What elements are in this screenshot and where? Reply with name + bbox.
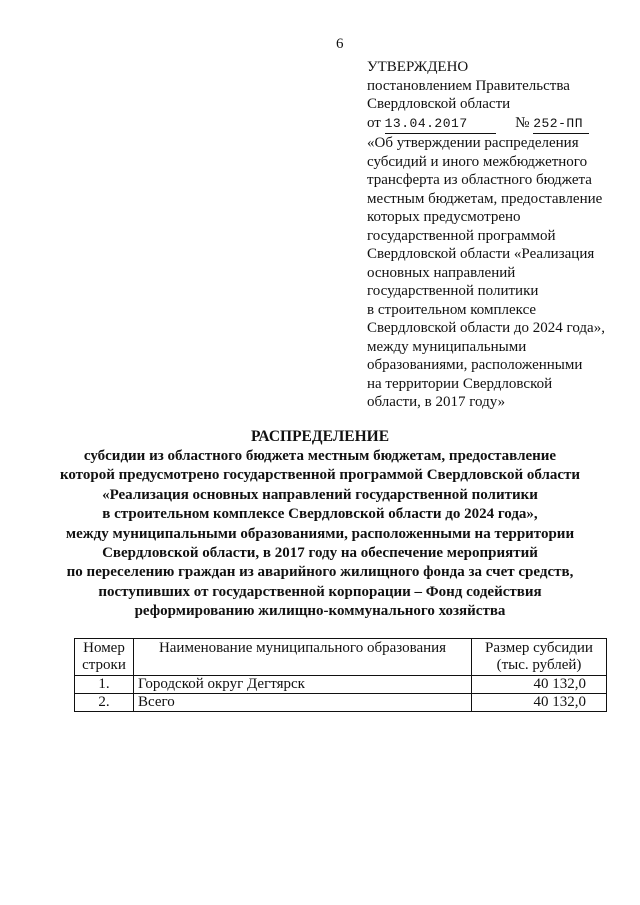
row-amount: 40 132,0 <box>472 694 607 712</box>
approval-body-line: которых предусмотрено <box>367 209 521 225</box>
approval-line-2: Свердловской области <box>367 96 511 112</box>
distribution-table <box>74 638 607 712</box>
table-header-row <box>75 639 607 676</box>
approval-body-line: субсидий и иного межбюджетного <box>367 153 588 170</box>
header-amount-line-2: (тыс. рублей) <box>496 657 582 673</box>
date-prefix: от <box>367 114 381 131</box>
header-row-number <box>75 639 134 676</box>
subtitle-line: в строительном комплексе Свердловской области до 2024 года», <box>102 506 538 523</box>
subtitle-line: «Реализация основных направлений государственной политики <box>102 486 538 503</box>
subtitle-line: поступивших от государственной корпорации – Фонд содействия <box>98 583 542 600</box>
page-number: 6 <box>336 36 344 52</box>
row-amount: 40 132,0 <box>472 676 607 694</box>
subtitle-line: субсидии из областного бюджета местным бюджетам, предоставление <box>83 448 557 464</box>
approval-body-line: Свердловской области «Реализация <box>367 246 595 262</box>
approval-body-line: на территории Свердловской <box>367 375 553 392</box>
row-number: 2. <box>75 694 134 712</box>
row-number: 1. <box>75 676 134 694</box>
approval-body-line: в строительном комплексе <box>367 301 537 318</box>
subtitle-line: между муниципальными образованиями, расположенными на территории <box>65 525 575 542</box>
approval-body-line: Свердловской области до 2024 года», <box>367 320 605 336</box>
approval-number: 252-ПП <box>533 115 583 131</box>
row-municipality: Городской округ Дегтярск <box>134 676 472 694</box>
subtitle-line: которой предусмотрено государственной программой Свердловской области <box>59 467 581 484</box>
subtitle-line: реформированию жилищно-коммунального хозяйства <box>134 603 506 620</box>
approval-block <box>367 58 632 412</box>
table-row <box>75 694 607 712</box>
subtitle-line: по переселению граждан из аварийного жилищного фонда за счет средств, <box>66 564 574 581</box>
approval-body-line: «Об утверждении распределения <box>367 135 579 151</box>
approval-body-line: основных направлений <box>367 264 516 281</box>
header-num-line-2: строки <box>82 657 126 673</box>
table-row <box>75 676 607 694</box>
approval-body-line: между муниципальными <box>367 338 527 355</box>
approval-body-line: образованиями, расположенными <box>367 357 583 373</box>
document-subtitle <box>40 447 600 622</box>
approval-date-line <box>367 114 632 135</box>
approval-heading: УТВЕРЖДЕНО <box>367 59 469 75</box>
approval-body-line: области, в 2017 году» <box>367 394 506 410</box>
approval-body-line: государственной политики <box>367 283 539 299</box>
approval-date: 13.04.2017 <box>384 115 468 131</box>
approval-body-line: трансферта из областного бюджета <box>367 172 592 188</box>
approval-body-line: местным бюджетам, предоставление <box>367 190 603 207</box>
document-title: РАСПРЕДЕЛЕНИЕ <box>250 428 390 445</box>
header-amount-line-1: Размер субсидии <box>485 640 593 656</box>
header-num-line-1: Номер <box>83 640 125 656</box>
approval-body-line: государственной программой <box>367 227 556 244</box>
subtitle-line: Свердловской области, в 2017 году на обеспечение мероприятий <box>102 545 538 562</box>
number-prefix: № <box>515 114 530 131</box>
header-name: Наименование муниципального образования <box>158 640 447 656</box>
approval-line-1: постановлением Правительства <box>367 77 570 94</box>
header-amount <box>472 639 607 676</box>
row-municipality: Всего <box>134 694 472 712</box>
header-municipality <box>134 639 472 676</box>
